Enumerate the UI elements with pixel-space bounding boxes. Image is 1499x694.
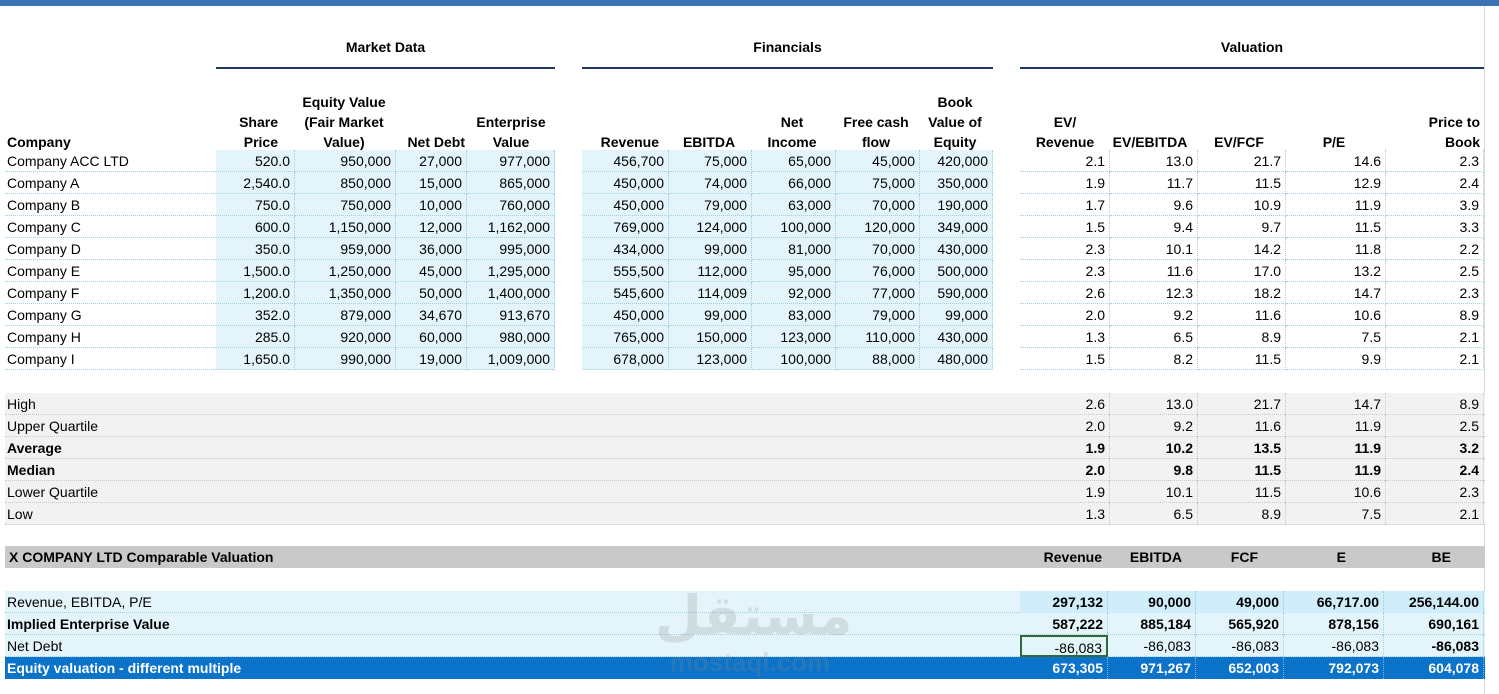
cell-ev-fcf[interactable]: 14.2 [1198,238,1286,260]
stat-ev-fcf[interactable]: 11.5 [1198,481,1286,503]
cell-revenue[interactable]: 765,000 [582,326,669,348]
valuation-value-revenue[interactable]: 587,222 [1020,613,1108,635]
table-row [0,282,1485,304]
cell-net-debt[interactable]: 19,000 [396,348,467,370]
cell-ebitda[interactable]: 123,000 [669,348,752,370]
stat-label[interactable]: Median [7,462,56,478]
valuation-value-revenue[interactable]: 297,132 [1020,591,1108,613]
stat-ev-fcf[interactable]: 11.5 [1198,459,1286,481]
stat-label[interactable]: Low [7,506,33,522]
cell-ev-fcf[interactable]: 17.0 [1198,260,1286,282]
stat-row [0,415,1485,437]
stat-pe[interactable]: 11.9 [1286,459,1386,481]
cell-book-value[interactable]: 190,000 [920,194,993,216]
cell-fcf[interactable]: 45,000 [836,150,920,172]
valuation-header-fcf[interactable]: FCF [1230,549,1258,565]
cell-enterprise-value[interactable]: 1,295,000 [467,260,555,282]
valuation-value-e[interactable]: 792,073 [1284,657,1384,679]
cell-net-debt[interactable]: 12,000 [396,216,467,238]
cell-enterprise-value[interactable]: 980,000 [467,326,555,348]
cell-ev-fcf[interactable]: 10.9 [1198,194,1286,216]
cell-pb[interactable]: 2.5 [1386,260,1484,282]
cell-book-value[interactable]: 430,000 [920,238,993,260]
valuation-value-be[interactable]: 690,161 [1384,613,1484,635]
cell-fcf[interactable]: 70,000 [836,194,920,216]
valuation-value-e[interactable]: 878,156 [1284,613,1384,635]
cell-book-value[interactable]: 349,000 [920,216,993,238]
cell-ev-fcf[interactable]: 11.5 [1198,172,1286,194]
cell-fcf[interactable]: 75,000 [836,172,920,194]
col-header-pb: Price to Book [1428,114,1480,150]
cell-pe[interactable]: 10.6 [1286,304,1386,326]
cell-ev-ebitda[interactable]: 9.4 [1110,216,1198,238]
cell-pe[interactable]: 14.6 [1286,150,1386,172]
stat-pb[interactable]: 8.9 [1386,393,1484,415]
cell-net-debt[interactable]: 36,000 [396,238,467,260]
valuation-title[interactable]: X COMPANY LTD Comparable Valuation [9,549,274,565]
cell-fcf[interactable]: 120,000 [836,216,920,238]
stat-ev-revenue[interactable]: 1.9 [1020,437,1110,459]
table-row [0,216,1485,238]
cell-share-price[interactable]: 600.0 [216,216,295,238]
cell-net-income[interactable]: 66,000 [752,172,836,194]
col-header-net-income: Net Income [767,114,817,150]
cell-net-debt[interactable]: 60,000 [396,326,467,348]
cell-enterprise-value[interactable]: 1,162,000 [467,216,555,238]
valuation-row [0,657,1485,679]
stat-pb[interactable]: 2.4 [1386,459,1484,481]
cell-net-debt[interactable]: 10,000 [396,194,467,216]
cell-share-price[interactable]: 520.0 [216,150,295,172]
table-row [0,326,1485,348]
cell-pb[interactable]: 2.2 [1386,238,1484,260]
cell-enterprise-value[interactable]: 1,009,000 [467,348,555,370]
section-header-label: Financials [753,39,822,55]
stat-pb[interactable]: 2.5 [1386,415,1484,437]
cell-revenue[interactable]: 434,000 [582,238,669,260]
valuation-header-revenue[interactable]: Revenue [1043,549,1102,565]
cell-share-price[interactable]: 352.0 [216,304,295,326]
col-header-pe: P/E [1322,134,1346,150]
cell-book-value[interactable]: 500,000 [920,260,993,282]
cell-fcf[interactable]: 88,000 [836,348,920,370]
cell-equity-value[interactable]: 850,000 [295,172,396,194]
cell-pe[interactable]: 11.9 [1286,194,1386,216]
stat-label[interactable]: Upper Quartile [7,418,99,434]
cell-ebitda[interactable]: 114,009 [669,282,752,304]
cell-name[interactable]: Company B [5,194,216,216]
valuation-value-ebitda[interactable]: 885,184 [1108,613,1196,635]
cell-fcf[interactable]: 70,000 [836,238,920,260]
valuation-row-label[interactable]: Revenue, EBITDA, P/E [7,594,152,610]
cell-equity-value[interactable]: 750,000 [295,194,396,216]
cell-fcf[interactable]: 77,000 [836,282,920,304]
cell-net-income[interactable]: 92,000 [752,282,836,304]
table-row [0,150,1485,172]
cell-name[interactable]: Company D [5,238,216,260]
cell-ev-ebitda[interactable]: 6.5 [1110,326,1198,348]
section-header-financials [582,37,993,69]
cell-ev-ebitda[interactable]: 11.6 [1110,260,1198,282]
cell-name[interactable]: Company ACC LTD [5,150,216,172]
valuation-row-label[interactable]: Net Debt [7,638,63,654]
valuation-value-fcf[interactable]: -86,083 [1196,635,1284,657]
cell-ebitda[interactable]: 150,000 [669,326,752,348]
valuation-value-e[interactable]: -86,083 [1284,635,1384,657]
stat-ev-revenue[interactable]: 1.9 [1020,481,1110,503]
stat-ev-fcf[interactable]: 21.7 [1198,393,1286,415]
cell-ev-fcf[interactable]: 11.6 [1198,304,1286,326]
watermark-arabic: مستقل [655,584,853,647]
cell-enterprise-value[interactable]: 865,000 [467,172,555,194]
cell-net-debt[interactable]: 27,000 [396,150,467,172]
cell-ebitda[interactable]: 112,000 [669,260,752,282]
cell-equity-value[interactable]: 950,000 [295,150,396,172]
stat-row [0,437,1485,459]
cell-net-debt[interactable]: 34,670 [396,304,467,326]
cell-ebitda[interactable]: 99,000 [669,238,752,260]
col-header-share-price: Share Price [239,114,278,150]
valuation-value-be[interactable]: -86,083 [1384,635,1484,657]
cell-book-value[interactable]: 99,000 [920,304,993,326]
cell-fcf[interactable]: 110,000 [836,326,920,348]
cell-ev-fcf[interactable]: 18.2 [1198,282,1286,304]
cell-pe[interactable]: 13.2 [1286,260,1386,282]
cell-ebitda[interactable]: 124,000 [669,216,752,238]
valuation-value-be[interactable]: 604,078 [1384,657,1484,679]
cell-enterprise-value[interactable]: 995,000 [467,238,555,260]
stat-ev-revenue[interactable]: 2.0 [1020,415,1110,437]
stat-ev-ebitda[interactable]: 6.5 [1110,503,1198,525]
cell-net-debt[interactable]: 45,000 [396,260,467,282]
watermark-latin: mostaql.com [669,647,831,677]
cell-ev-ebitda[interactable]: 8.2 [1110,348,1198,370]
valuation-value-fcf[interactable]: 652,003 [1196,657,1284,679]
stat-ev-revenue[interactable]: 2.6 [1020,393,1110,415]
cell-pb[interactable]: 2.3 [1386,150,1484,172]
cell-net-income[interactable]: 95,000 [752,260,836,282]
cell-equity-value[interactable]: 879,000 [295,304,396,326]
cell-name[interactable]: Company C [5,216,216,238]
cell-pb[interactable]: 2.4 [1386,172,1484,194]
table-row [0,238,1485,260]
cell-pb[interactable]: 2.1 [1386,326,1484,348]
valuation-row [0,613,1485,635]
cell-name[interactable]: Company E [5,260,216,282]
cell-net-income[interactable]: 83,000 [752,304,836,326]
cell-pb[interactable]: 2.1 [1386,348,1484,370]
cell-net-income[interactable]: 123,000 [752,326,836,348]
cell-name[interactable]: Company F [5,282,216,304]
stat-ev-revenue[interactable]: 1.3 [1020,503,1110,525]
col-header-ebitda: EBITDA [682,134,736,150]
stat-row [0,459,1485,481]
cell-revenue[interactable]: 678,000 [582,348,669,370]
cell-ev-revenue[interactable]: 1.5 [1020,348,1110,370]
stat-ev-revenue[interactable]: 2.0 [1020,459,1110,481]
cell-ev-ebitda[interactable]: 9.2 [1110,304,1198,326]
valuation-row-label[interactable]: Implied Enterprise Value [7,616,170,632]
cell-name[interactable]: Company I [5,348,216,370]
valuation-row [0,591,1485,613]
cell-share-price[interactable]: 1,200.0 [216,282,295,304]
valuation-value-ebitda[interactable]: -86,083 [1108,635,1196,657]
table-row [0,304,1485,326]
cell-ev-ebitda[interactable]: 13.0 [1110,150,1198,172]
cell-revenue[interactable]: 456,700 [582,150,669,172]
cell-share-price[interactable]: 2,540.0 [216,172,295,194]
cell-share-price[interactable]: 1,650.0 [216,348,295,370]
cell-share-price[interactable]: 350.0 [216,238,295,260]
valuation-value-fcf[interactable]: 565,920 [1196,613,1284,635]
stat-ev-ebitda[interactable]: 9.2 [1110,415,1198,437]
valuation-header-be[interactable]: BE [1431,549,1451,565]
cell-pe[interactable]: 12.9 [1286,172,1386,194]
section-header-market [216,37,555,69]
cell-fcf[interactable]: 76,000 [836,260,920,282]
valuation-value-be[interactable]: 256,144.00 [1384,591,1484,613]
valuation-value-ebitda[interactable]: 90,000 [1108,591,1196,613]
cell-book-value[interactable]: 590,000 [920,282,993,304]
col-header-net-debt: Net Debt [407,134,465,150]
stat-row [0,481,1485,503]
cell-equity-value[interactable]: 990,000 [295,348,396,370]
valuation-banner [5,546,1485,568]
cell-equity-value[interactable]: 959,000 [295,238,396,260]
cell-ev-fcf[interactable]: 11.5 [1198,348,1286,370]
col-header-fcf: Free cash flow [843,114,909,150]
cell-ev-ebitda[interactable]: 12.3 [1110,282,1198,304]
cell-share-price[interactable]: 285.0 [216,326,295,348]
stat-pe[interactable]: 11.9 [1286,437,1386,459]
cell-net-income[interactable]: 63,000 [752,194,836,216]
stat-ev-fcf[interactable]: 13.5 [1198,437,1286,459]
cell-ev-fcf[interactable]: 8.9 [1198,326,1286,348]
cell-revenue[interactable]: 555,500 [582,260,669,282]
cell-net-income[interactable]: 100,000 [752,216,836,238]
stat-label[interactable]: Lower Quartile [7,484,99,500]
cell-enterprise-value[interactable]: 1,400,000 [467,282,555,304]
cell-pe[interactable]: 7.5 [1286,326,1386,348]
stat-pb[interactable]: 2.1 [1386,503,1484,525]
cell-ev-revenue[interactable]: 2.1 [1020,150,1110,172]
table-row [0,348,1485,370]
section-header-label: Valuation [1220,39,1284,55]
cell-ev-revenue[interactable]: 1.3 [1020,326,1110,348]
stat-row [0,393,1485,415]
cell-pe[interactable]: 14.7 [1286,282,1386,304]
cell-ev-revenue[interactable]: 1.5 [1020,216,1110,238]
cell-book-value[interactable]: 350,000 [920,172,993,194]
cell-name[interactable]: Company G [5,304,216,326]
cell-enterprise-value[interactable]: 913,670 [467,304,555,326]
cell-pe[interactable]: 9.9 [1286,348,1386,370]
cell-name[interactable]: Company A [5,172,216,194]
valuation-row [0,635,1485,657]
stat-pe[interactable]: 14.7 [1286,393,1386,415]
cell-pe[interactable]: 11.8 [1286,238,1386,260]
table-row [0,172,1485,194]
cell-ev-ebitda[interactable]: 9.6 [1110,194,1198,216]
cell-fcf[interactable]: 79,000 [836,304,920,326]
stat-pe[interactable]: 10.6 [1286,481,1386,503]
cell-ebitda[interactable]: 75,000 [669,150,752,172]
valuation-value-e[interactable]: 66,717.00 [1284,591,1384,613]
cell-equity-value[interactable]: 1,250,000 [295,260,396,282]
col-header-ev-fcf: EV/FCF [1214,134,1264,150]
cell-ev-revenue[interactable]: 2.3 [1020,260,1110,282]
stat-label[interactable]: Average [7,440,62,456]
stat-ev-ebitda[interactable]: 9.8 [1110,459,1198,481]
col-header-company: Company [7,134,71,150]
cell-ev-revenue[interactable]: 1.9 [1020,172,1110,194]
cell-book-value[interactable]: 480,000 [920,348,993,370]
cell-revenue[interactable]: 545,600 [582,282,669,304]
cell-equity-value[interactable]: 1,150,000 [295,216,396,238]
col-header-ev-ebitda: EV/EBITDA [1112,134,1188,150]
cell-revenue[interactable]: 450,000 [582,194,669,216]
cell-pb[interactable]: 2.3 [1386,282,1484,304]
cell-net-income[interactable]: 65,000 [752,150,836,172]
cell-pe[interactable]: 11.5 [1286,216,1386,238]
cell-ev-revenue[interactable]: 2.0 [1020,304,1110,326]
cell-ev-fcf[interactable]: 21.7 [1198,150,1286,172]
valuation-header-e[interactable]: E [1336,549,1346,565]
stat-ev-fcf[interactable]: 8.9 [1198,503,1286,525]
cell-ebitda[interactable]: 79,000 [669,194,752,216]
cell-revenue[interactable]: 450,000 [582,304,669,326]
section-header-label: Market Data [345,39,426,55]
col-header-revenue: Revenue [600,134,659,150]
col-header-enterprise-value: Enterprise Value [476,114,546,150]
cell-pb[interactable]: 8.9 [1386,304,1484,326]
cell-ev-ebitda[interactable]: 11.7 [1110,172,1198,194]
cell-net-income[interactable]: 81,000 [752,238,836,260]
valuation-value-revenue[interactable]: 673,305 [1020,657,1108,679]
cell-book-value[interactable]: 430,000 [920,326,993,348]
cell-equity-value[interactable]: 920,000 [295,326,396,348]
cell-name[interactable]: Company H [5,326,216,348]
stat-pb[interactable]: 2.3 [1386,481,1484,503]
stat-pb[interactable]: 3.2 [1386,437,1484,459]
stat-pe[interactable]: 11.9 [1286,415,1386,437]
stat-pe[interactable]: 7.5 [1286,503,1386,525]
cell-revenue[interactable]: 769,000 [582,216,669,238]
cell-pb[interactable]: 3.3 [1386,216,1484,238]
col-header-ev-revenue: EV/ Revenue [1035,114,1095,150]
valuation-value-fcf[interactable]: 49,000 [1196,591,1284,613]
stat-label[interactable]: High [7,396,36,412]
section-header-valuation [1020,37,1484,69]
table-row [0,260,1485,282]
valuation-row-label[interactable]: Equity valuation - different multiple [7,660,242,676]
cell-ev-revenue[interactable]: 1.7 [1020,194,1110,216]
cell-enterprise-value[interactable]: 760,000 [467,194,555,216]
top-accent-bar [0,0,1499,6]
cell-net-debt[interactable]: 15,000 [396,172,467,194]
cell-share-price[interactable]: 1,500.0 [216,260,295,282]
cell-enterprise-value[interactable]: 977,000 [467,150,555,172]
cell-ev-ebitda[interactable]: 10.1 [1110,238,1198,260]
cell-ebitda[interactable]: 99,000 [669,304,752,326]
table-row [0,194,1485,216]
cell-ev-revenue[interactable]: 2.3 [1020,238,1110,260]
valuation-value-revenue[interactable]: -86,083 [1020,635,1108,657]
cell-pb[interactable]: 3.9 [1386,194,1484,216]
valuation-value-ebitda[interactable]: 971,267 [1108,657,1196,679]
stat-ev-fcf[interactable]: 11.6 [1198,415,1286,437]
cell-revenue[interactable]: 450,000 [582,172,669,194]
cell-ev-revenue[interactable]: 2.6 [1020,282,1110,304]
cell-equity-value[interactable]: 1,350,000 [295,282,396,304]
stat-ev-ebitda[interactable]: 10.1 [1110,481,1198,503]
stat-ev-ebitda[interactable]: 10.2 [1110,437,1198,459]
stat-row [0,503,1485,525]
cell-share-price[interactable]: 750.0 [216,194,295,216]
col-header-book-value: Book Value of Equity [928,94,982,150]
valuation-header-ebitda[interactable]: EBITDA [1129,549,1182,565]
col-header-equity-value: Equity Value (Fair Market Value) [302,94,386,150]
stat-ev-ebitda[interactable]: 13.0 [1110,393,1198,415]
cell-net-debt[interactable]: 50,000 [396,282,467,304]
cell-net-income[interactable]: 100,000 [752,348,836,370]
cell-ev-fcf[interactable]: 9.7 [1198,216,1286,238]
cell-ebitda[interactable]: 74,000 [669,172,752,194]
cell-book-value[interactable]: 420,000 [920,150,993,172]
